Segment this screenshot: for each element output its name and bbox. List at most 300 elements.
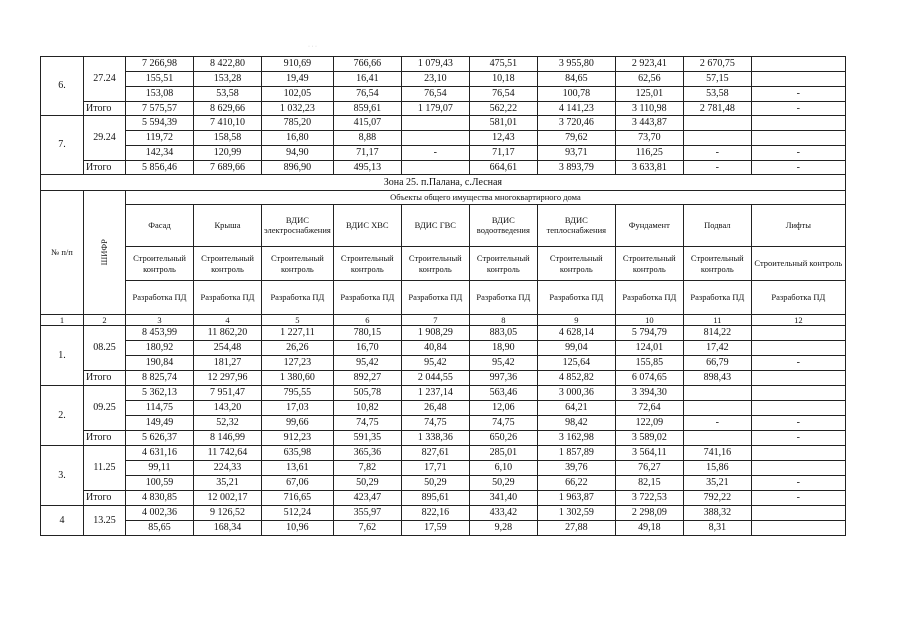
value-cell: 94,90 — [262, 146, 334, 161]
row-number: 2. — [41, 386, 84, 446]
total-cell: - — [751, 491, 845, 506]
design-subheader: Разработка ПД — [615, 281, 683, 315]
row-code: 29.24 — [84, 116, 126, 161]
column-number: 7 — [401, 315, 469, 326]
total-cell — [401, 161, 469, 175]
value-cell: 100,78 — [537, 87, 615, 102]
value-cell: 910,69 — [262, 57, 334, 72]
value-cell: 99,11 — [126, 461, 194, 476]
value-cell: 155,85 — [615, 356, 683, 371]
table-row — [41, 57, 846, 72]
total-cell: 2 781,48 — [683, 102, 751, 116]
value-cell: 35,21 — [683, 476, 751, 491]
design-subheader: Разработка ПД — [469, 281, 537, 315]
table-row — [41, 341, 846, 356]
value-cell: 388,32 — [683, 506, 751, 521]
control-subheader: Строительный контроль — [333, 247, 401, 281]
value-cell: 16,70 — [333, 341, 401, 356]
value-cell: - — [751, 356, 845, 371]
value-cell: - — [683, 416, 751, 431]
design-subheader: Разработка ПД — [194, 281, 262, 315]
column-number: 2 — [84, 315, 126, 326]
value-cell: 50,29 — [401, 476, 469, 491]
estimate-table — [40, 56, 846, 536]
table-row — [41, 72, 846, 87]
table-row — [41, 146, 846, 161]
col-cold-water-header: ВДИС ХВС — [333, 205, 401, 247]
value-cell — [751, 401, 845, 416]
total-label: Итого — [84, 161, 126, 175]
total-cell: - — [751, 161, 845, 175]
value-cell: 120,99 — [194, 146, 262, 161]
value-cell: 79,62 — [537, 131, 615, 146]
value-cell: 66,79 — [683, 356, 751, 371]
value-cell: 57,15 — [683, 72, 751, 87]
col-sewer-header: ВДИС водоотведения — [469, 205, 537, 247]
table-row — [41, 506, 846, 521]
value-cell: 98,42 — [537, 416, 615, 431]
total-cell: 3 162,98 — [537, 431, 615, 446]
column-number: 5 — [262, 315, 334, 326]
column-number: 6 — [333, 315, 401, 326]
table-row — [41, 416, 846, 431]
design-subheader: Разработка ПД — [262, 281, 334, 315]
table-header — [41, 175, 846, 326]
value-cell: 16,80 — [262, 131, 334, 146]
table-row — [41, 116, 846, 131]
table-row — [41, 446, 846, 461]
value-cell: 53,58 — [683, 87, 751, 102]
total-cell: 716,65 — [262, 491, 334, 506]
value-cell: 433,42 — [469, 506, 537, 521]
value-cell: 2 670,75 — [683, 57, 751, 72]
table-row — [41, 476, 846, 491]
value-cell: 10,18 — [469, 72, 537, 87]
value-cell: 95,42 — [469, 356, 537, 371]
total-cell: 664,61 — [469, 161, 537, 175]
value-cell: 17,42 — [683, 341, 751, 356]
value-cell — [751, 506, 845, 521]
row-number: 4 — [41, 506, 84, 536]
value-cell: 1 908,29 — [401, 326, 469, 341]
total-cell: 8 629,66 — [194, 102, 262, 116]
value-cell — [751, 326, 845, 341]
value-cell: 7 410,10 — [194, 116, 262, 131]
value-cell: 7 951,47 — [194, 386, 262, 401]
value-cell: 814,22 — [683, 326, 751, 341]
value-cell — [751, 72, 845, 87]
total-cell: 591,35 — [333, 431, 401, 446]
value-cell: 40,84 — [401, 341, 469, 356]
value-cell: 67,06 — [262, 476, 334, 491]
value-cell: 158,58 — [194, 131, 262, 146]
value-cell: 827,61 — [401, 446, 469, 461]
total-label: Итого — [84, 431, 126, 446]
value-cell: 3 720,46 — [537, 116, 615, 131]
value-cell: 17,03 — [262, 401, 334, 416]
value-cell: 82,15 — [615, 476, 683, 491]
value-cell: 505,78 — [333, 386, 401, 401]
design-subheader: Разработка ПД — [683, 281, 751, 315]
total-cell: 997,36 — [469, 371, 537, 386]
value-cell: 114,75 — [126, 401, 194, 416]
value-cell — [683, 401, 751, 416]
value-cell: 3 564,11 — [615, 446, 683, 461]
value-cell: 10,96 — [262, 521, 334, 536]
col-facade-header: Фасад — [126, 205, 194, 247]
total-cell: 4 141,23 — [537, 102, 615, 116]
value-cell: 74,75 — [333, 416, 401, 431]
value-cell: 8,88 — [333, 131, 401, 146]
group-header: Объекты общего имущества многоквартирного дома — [126, 191, 846, 205]
value-cell: 4 631,16 — [126, 446, 194, 461]
total-cell: 4 852,82 — [537, 371, 615, 386]
total-cell: 5 626,37 — [126, 431, 194, 446]
col-foundation-header: Фундамент — [615, 205, 683, 247]
column-number: 10 — [615, 315, 683, 326]
value-cell: 883,05 — [469, 326, 537, 341]
total-row — [41, 102, 846, 116]
value-cell: 2 298,09 — [615, 506, 683, 521]
value-cell: 50,29 — [333, 476, 401, 491]
value-cell: 1 237,14 — [401, 386, 469, 401]
row-number: 3. — [41, 446, 84, 506]
value-cell: 95,42 — [333, 356, 401, 371]
col-roof-header: Крыша — [194, 205, 262, 247]
total-cell: 859,61 — [333, 102, 401, 116]
value-cell: 8 453,99 — [126, 326, 194, 341]
value-cell: 76,54 — [401, 87, 469, 102]
value-cell: 780,15 — [333, 326, 401, 341]
value-cell: 93,71 — [537, 146, 615, 161]
design-subheader: Разработка ПД — [333, 281, 401, 315]
value-cell — [683, 116, 751, 131]
total-cell: 3 589,02 — [615, 431, 683, 446]
control-subheader: Строительный контроль — [683, 247, 751, 281]
value-cell: 224,33 — [194, 461, 262, 476]
value-cell: 76,54 — [469, 87, 537, 102]
value-cell: 53,58 — [194, 87, 262, 102]
total-cell: 3 893,79 — [537, 161, 615, 175]
bottom-sections — [41, 326, 846, 536]
value-cell: 17,71 — [401, 461, 469, 476]
table-row — [41, 386, 846, 401]
value-cell: 153,28 — [194, 72, 262, 87]
total-cell: - — [751, 431, 845, 446]
total-cell — [751, 371, 845, 386]
total-cell: 12 297,96 — [194, 371, 262, 386]
total-cell: - — [683, 161, 751, 175]
column-number: 3 — [126, 315, 194, 326]
value-cell: 8 422,80 — [194, 57, 262, 72]
value-cell: - — [683, 146, 751, 161]
value-cell: 71,17 — [333, 146, 401, 161]
value-cell: 102,05 — [262, 87, 334, 102]
table-row — [41, 326, 846, 341]
column-number: 4 — [194, 315, 262, 326]
total-cell: 912,23 — [262, 431, 334, 446]
value-cell: 153,08 — [126, 87, 194, 102]
design-subheader: Разработка ПД — [126, 281, 194, 315]
total-cell: 892,27 — [333, 371, 401, 386]
column-number: 1 — [41, 315, 84, 326]
value-cell: 74,75 — [469, 416, 537, 431]
control-subheader: Строительный контроль — [537, 247, 615, 281]
value-cell: 741,16 — [683, 446, 751, 461]
total-cell: 3 633,81 — [615, 161, 683, 175]
value-cell: 99,04 — [537, 341, 615, 356]
total-cell: 2 044,55 — [401, 371, 469, 386]
value-cell: 285,01 — [469, 446, 537, 461]
control-subheader: Строительный контроль — [126, 247, 194, 281]
value-cell: 19,49 — [262, 72, 334, 87]
total-cell: 792,22 — [683, 491, 751, 506]
value-cell: 11 862,20 — [194, 326, 262, 341]
value-cell — [683, 386, 751, 401]
value-cell: 10,82 — [333, 401, 401, 416]
design-subheader: Разработка ПД — [401, 281, 469, 315]
control-subheader: Строительный контроль — [401, 247, 469, 281]
value-cell: 190,84 — [126, 356, 194, 371]
value-cell: - — [751, 476, 845, 491]
table-row — [41, 461, 846, 476]
row-code: 08.25 — [84, 326, 126, 371]
value-cell: 62,56 — [615, 72, 683, 87]
value-cell: 9 126,52 — [194, 506, 262, 521]
total-row — [41, 491, 846, 506]
total-cell: 3 722,53 — [615, 491, 683, 506]
value-cell: 181,27 — [194, 356, 262, 371]
control-subheader: Строительный контроль — [751, 247, 845, 281]
value-cell: 795,55 — [262, 386, 334, 401]
col-code-header: ШИФР — [84, 191, 126, 315]
value-cell: 35,21 — [194, 476, 262, 491]
total-cell: 650,26 — [469, 431, 537, 446]
value-cell: 563,46 — [469, 386, 537, 401]
value-cell: 254,48 — [194, 341, 262, 356]
value-cell: 2 923,41 — [615, 57, 683, 72]
value-cell: 12,06 — [469, 401, 537, 416]
value-cell: 7,82 — [333, 461, 401, 476]
value-cell: 76,27 — [615, 461, 683, 476]
value-cell: 5 794,79 — [615, 326, 683, 341]
value-cell — [401, 116, 469, 131]
value-cell: 3 394,30 — [615, 386, 683, 401]
total-cell: 7 575,57 — [126, 102, 194, 116]
value-cell: 84,65 — [537, 72, 615, 87]
value-cell: 3 000,36 — [537, 386, 615, 401]
value-cell: 125,64 — [537, 356, 615, 371]
value-cell: 635,98 — [262, 446, 334, 461]
value-cell: 142,34 — [126, 146, 194, 161]
column-number: 12 — [751, 315, 845, 326]
value-cell: 119,72 — [126, 131, 194, 146]
value-cell: 3 955,80 — [537, 57, 615, 72]
design-subheader: Разработка ПД — [751, 281, 845, 315]
value-cell: 822,16 — [401, 506, 469, 521]
scan-speck: · · · — [308, 44, 317, 50]
row-code: 11.25 — [84, 446, 126, 491]
value-cell: 415,07 — [333, 116, 401, 131]
value-cell — [751, 131, 845, 146]
table-row — [41, 87, 846, 102]
value-cell: 6,10 — [469, 461, 537, 476]
value-cell: 149,49 — [126, 416, 194, 431]
col-basement-header: Подвал — [683, 205, 751, 247]
value-cell: 85,65 — [126, 521, 194, 536]
col-heating-header: ВДИС теплоснабжения — [537, 205, 615, 247]
value-cell: 127,23 — [262, 356, 334, 371]
value-cell: 125,01 — [615, 87, 683, 102]
total-cell: 6 074,65 — [615, 371, 683, 386]
total-cell: 1 179,07 — [401, 102, 469, 116]
top-sections — [41, 57, 846, 175]
value-cell: 475,51 — [469, 57, 537, 72]
total-cell: 4 830,85 — [126, 491, 194, 506]
value-cell: 124,01 — [615, 341, 683, 356]
value-cell: 26,26 — [262, 341, 334, 356]
row-number: 1. — [41, 326, 84, 386]
total-label: Итого — [84, 371, 126, 386]
value-cell: 50,29 — [469, 476, 537, 491]
value-cell: 512,24 — [262, 506, 334, 521]
value-cell — [751, 341, 845, 356]
value-cell: 49,18 — [615, 521, 683, 536]
value-cell: 72,64 — [615, 401, 683, 416]
control-subheader: Строительный контроль — [194, 247, 262, 281]
table-row — [41, 401, 846, 416]
total-cell: 898,43 — [683, 371, 751, 386]
col-num-header: № п/п — [41, 191, 84, 315]
total-cell: 562,22 — [469, 102, 537, 116]
value-cell: - — [751, 146, 845, 161]
value-cell — [751, 461, 845, 476]
value-cell: 1 227,11 — [262, 326, 334, 341]
value-cell: 8,31 — [683, 521, 751, 536]
total-cell: 495,13 — [333, 161, 401, 175]
value-cell: 23,10 — [401, 72, 469, 87]
value-cell — [751, 386, 845, 401]
col-lifts-header: Лифты — [751, 205, 845, 247]
total-cell: - — [751, 102, 845, 116]
value-cell: 95,42 — [401, 356, 469, 371]
total-row — [41, 371, 846, 386]
value-cell: 27,88 — [537, 521, 615, 536]
row-code: 09.25 — [84, 386, 126, 431]
column-number: 9 — [537, 315, 615, 326]
value-cell: 1 079,43 — [401, 57, 469, 72]
value-cell: 5 362,13 — [126, 386, 194, 401]
total-cell: 8 825,74 — [126, 371, 194, 386]
row-number: 7. — [41, 116, 84, 175]
value-cell: 39,76 — [537, 461, 615, 476]
control-subheader: Строительный контроль — [469, 247, 537, 281]
value-cell: 12,43 — [469, 131, 537, 146]
value-cell — [401, 131, 469, 146]
value-cell: 116,25 — [615, 146, 683, 161]
value-cell: 11 742,64 — [194, 446, 262, 461]
total-label: Итого — [84, 102, 126, 116]
total-cell: 341,40 — [469, 491, 537, 506]
value-cell: 73,70 — [615, 131, 683, 146]
value-cell: 100,59 — [126, 476, 194, 491]
value-cell: 4 628,14 — [537, 326, 615, 341]
value-cell: 3 443,87 — [615, 116, 683, 131]
total-cell: 1 963,87 — [537, 491, 615, 506]
table-row — [41, 131, 846, 146]
value-cell: 168,34 — [194, 521, 262, 536]
value-cell: 4 002,36 — [126, 506, 194, 521]
total-cell: 896,90 — [262, 161, 334, 175]
total-cell: 1 380,60 — [262, 371, 334, 386]
row-number: 6. — [41, 57, 84, 116]
table-row — [41, 521, 846, 536]
value-cell: 155,51 — [126, 72, 194, 87]
value-cell: 16,41 — [333, 72, 401, 87]
value-cell: 71,17 — [469, 146, 537, 161]
value-cell: 122,09 — [615, 416, 683, 431]
value-cell — [751, 57, 845, 72]
col-power-header: ВДИС электроснабжения — [262, 205, 334, 247]
value-cell: 1 302,59 — [537, 506, 615, 521]
value-cell: 7,62 — [333, 521, 401, 536]
value-cell — [751, 521, 845, 536]
row-code: 27.24 — [84, 57, 126, 102]
zone-title: Зона 25. п.Палана, с.Лесная — [41, 175, 846, 191]
total-cell: 1 338,36 — [401, 431, 469, 446]
total-row — [41, 161, 846, 175]
total-cell: 5 856,46 — [126, 161, 194, 175]
value-cell: 5 594,39 — [126, 116, 194, 131]
value-cell: 52,32 — [194, 416, 262, 431]
value-cell: 76,54 — [333, 87, 401, 102]
value-cell: 7 266,98 — [126, 57, 194, 72]
value-cell: 581,01 — [469, 116, 537, 131]
total-label: Итого — [84, 491, 126, 506]
value-cell: 355,97 — [333, 506, 401, 521]
value-cell — [751, 116, 845, 131]
control-subheader: Строительный контроль — [615, 247, 683, 281]
value-cell: 17,59 — [401, 521, 469, 536]
value-cell: 18,90 — [469, 341, 537, 356]
value-cell: 143,20 — [194, 401, 262, 416]
value-cell: - — [751, 416, 845, 431]
value-cell: 13,61 — [262, 461, 334, 476]
value-cell: 9,28 — [469, 521, 537, 536]
column-number: 8 — [469, 315, 537, 326]
value-cell — [683, 131, 751, 146]
value-cell: 15,86 — [683, 461, 751, 476]
value-cell: 74,75 — [401, 416, 469, 431]
total-cell: 7 689,66 — [194, 161, 262, 175]
design-subheader: Разработка ПД — [537, 281, 615, 315]
total-cell: 3 110,98 — [615, 102, 683, 116]
value-cell: 365,36 — [333, 446, 401, 461]
value-cell: 1 857,89 — [537, 446, 615, 461]
value-cell: 785,20 — [262, 116, 334, 131]
col-hot-water-header: ВДИС ГВС — [401, 205, 469, 247]
row-code: 13.25 — [84, 506, 126, 536]
total-cell: 423,47 — [333, 491, 401, 506]
value-cell: 64,21 — [537, 401, 615, 416]
column-number: 11 — [683, 315, 751, 326]
value-cell: 99,66 — [262, 416, 334, 431]
total-row — [41, 431, 846, 446]
value-cell: 766,66 — [333, 57, 401, 72]
total-cell: 12 002,17 — [194, 491, 262, 506]
value-cell: - — [401, 146, 469, 161]
total-cell: 8 146,99 — [194, 431, 262, 446]
